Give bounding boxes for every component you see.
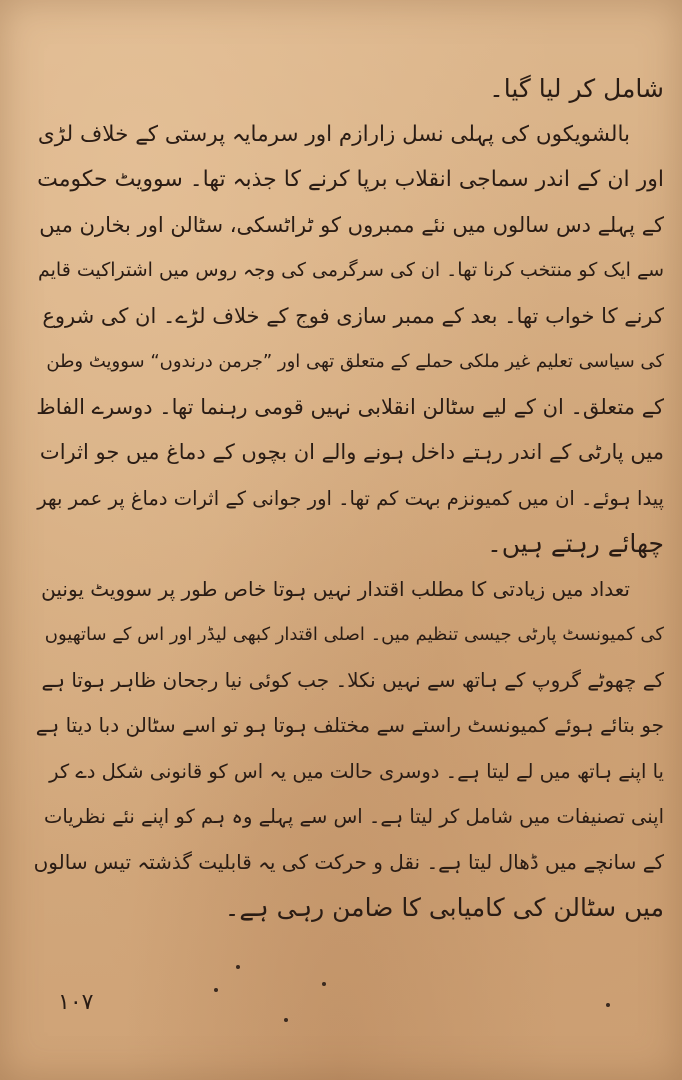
text-line: یا اپنے ہاتھ میں لے لیتا ہے۔ دوسری حالت میں یہ اس کو قانونی شکل دے کر — [49, 759, 664, 783]
ink-speck — [236, 965, 240, 969]
text-line: اپنی تصنیفات میں شامل کر لیتا ہے۔ اس سے پہلے وہ ہم کو اپنے نئے نظریات — [44, 805, 664, 828]
ink-speck — [214, 988, 218, 992]
text-line: چھائے رہتے ہیں۔ — [487, 529, 664, 558]
text-line: میں سٹالن کی کامیابی کا ضامن رہی ہے۔ — [224, 893, 664, 922]
text-line: اور ان کے اندر سماجی انقلاب برپا کرنے کا جذبہ تھا۔ سوویٹ حکومت — [37, 167, 664, 192]
text-line: کی سیاسی تعلیم غیر ملکی حملے کے متعلق تھی اور ”جرمن درندوں“ سوویٹ وطن — [46, 351, 664, 372]
text-line: پیدا ہوئے۔ ان میں کمیونزم بہت کم تھا۔ اور جوانی کے اثرات دماغ پر عمر بھر — [37, 486, 664, 510]
text-line: کے متعلق۔ ان کے لیے سٹالن انقلابی نہیں قومی رہنما تھا۔ دوسرے الفاظ — [36, 394, 664, 419]
text-line: بالشویکوں کی پہلی نسل زارازم اور سرمایہ پرستی کے خلاف لڑی — [37, 121, 630, 147]
ink-speck — [606, 1003, 610, 1007]
text-line: سے ایک کو منتخب کرنا تھا۔ ان کی سرگرمی کی وجہ روس میں اشتراکیت قایم — [37, 259, 664, 281]
text-line: جو بتائے ہوئے کمیونسٹ راستے سے مختلف ہوتا ہو تو اسے سٹالن دبا دیتا ہے — [35, 713, 664, 737]
text-line: کے سانچے میں ڈھال لیتا ہے۔ نقل و حرکت کی یہ قابلیت گذشتہ تیس سالوں — [34, 849, 664, 874]
ink-speck — [322, 982, 326, 986]
text-line: کے چھوٹے گروپ کے ہاتھ سے نہیں نکلا۔ جب کوئی نیا رجحان ظاہر ہوتا ہے — [41, 667, 664, 692]
text-line: تعداد میں زیادتی کا مطلب اقتدار نہیں ہوتا خاص طور پر سوویٹ یونین — [41, 576, 630, 601]
text-line: کے پہلے دس سالوں میں نئے ممبروں کو ٹراٹسکی، سٹالن اور بخارن میں — [39, 212, 664, 237]
text-line: کرنے کا خواب تھا۔ بعد کے ممبر سازی فوج کے خلاف لڑے۔ ان کی شروع — [42, 303, 664, 328]
page-number: ۱۰۷ — [58, 990, 94, 1015]
page-body-text — [34, 66, 664, 931]
ink-speck — [284, 1018, 288, 1022]
text-line: شامل کر لیا گیا۔ — [489, 74, 664, 103]
text-line: میں پارٹی کے اندر رہتے داخل ہونے والے ان بچوں کے دماغ میں جو اثرات — [39, 440, 664, 464]
text-line: کی کمیونسٹ پارٹی جیسی تنظیم میں۔ اصلی اقتدار کبھی لیڈر اور اس کے ساتھیوں — [44, 624, 664, 645]
